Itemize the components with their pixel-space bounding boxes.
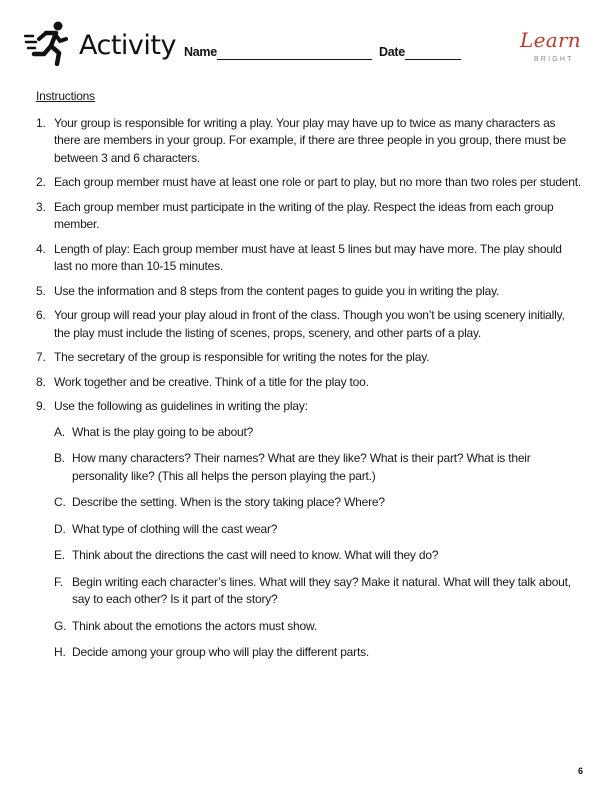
guideline-letter: E. <box>54 548 65 562</box>
list-number: 2. <box>36 175 46 189</box>
guideline-letter: C. <box>54 495 66 509</box>
list-text: Use the information and 8 steps from the content pages to guide you in writing the play. <box>54 283 500 298</box>
list-number: 4. <box>36 241 46 256</box>
list-number: 1. <box>36 115 46 130</box>
guideline-item <box>54 618 582 636</box>
date-label: Date <box>379 45 405 59</box>
guideline-item <box>54 424 582 442</box>
list-text: Work together and be creative. Think of a title for the play too. <box>54 374 369 389</box>
list-item <box>36 174 582 192</box>
running-person-icon <box>24 20 70 66</box>
guideline-item <box>54 521 582 539</box>
guideline-item <box>54 644 582 662</box>
guideline-item <box>54 574 582 609</box>
page-header <box>0 0 612 80</box>
guidelines-list <box>54 424 582 662</box>
list-text: Your group is responsible for writing a play. Your play may have up to twice as many characters as there are members in your group. For example, if there are three people in you group, there must be between 3 and 6 characters. <box>54 115 566 165</box>
name-label: Name <box>184 45 217 59</box>
list-item <box>36 307 582 342</box>
guideline-text: How many characters? Their names? What are they like? What is their part? What is their personality like? (This all helps the person playing the part.) <box>72 451 531 483</box>
list-item <box>36 398 582 662</box>
list-text: The secretary of the group is responsible for writing the notes for the play. <box>54 350 430 364</box>
learn-bright-logo <box>520 28 580 68</box>
list-number: 6. <box>36 308 46 322</box>
list-text: Length of play: Each group member must have at least 5 lines but may have more. The play should last no more than 10-15 minutes. <box>54 241 562 273</box>
logo-bright-text: BRIGHT <box>534 56 574 63</box>
guideline-letter: F. <box>54 574 63 589</box>
list-number: 7. <box>36 350 46 364</box>
guideline-text: Decide among your group who will play the different parts. <box>72 645 370 659</box>
list-item <box>36 283 582 301</box>
list-number: 9. <box>36 399 46 413</box>
guideline-text: What is the play going to be about? <box>72 424 254 439</box>
list-item <box>36 199 582 234</box>
guideline-item <box>54 494 582 512</box>
list-item <box>36 374 582 392</box>
guideline-letter: B. <box>54 451 65 465</box>
list-item <box>36 349 582 367</box>
guideline-letter: G. <box>54 618 67 633</box>
guideline-text: What type of clothing will the cast wear? <box>72 521 278 536</box>
page-title: Activity <box>79 30 176 61</box>
list-text: Use the following as guidelines in writing the play: <box>54 399 308 413</box>
guideline-letter: A. <box>54 424 65 439</box>
guideline-letter: H. <box>54 645 66 659</box>
logo-learn-text: Learn <box>520 28 581 52</box>
guideline-text: Think about the emotions the actors must show. <box>72 618 317 633</box>
page-number: 6 <box>578 766 584 776</box>
date-field[interactable] <box>405 59 461 60</box>
list-text: Each group member must have at least one role or part to play, but no more than two roles per student. <box>54 175 582 189</box>
list-text: Each group member must participate in the writing of the play. Respect the ideas from each group member. <box>54 199 554 231</box>
list-number: 3. <box>36 199 46 214</box>
instructions-section <box>36 88 582 671</box>
guideline-text: Describe the setting. When is the story taking place? Where? <box>72 495 385 509</box>
name-field[interactable] <box>217 59 372 60</box>
list-number: 5. <box>36 283 46 298</box>
list-number: 8. <box>36 374 46 389</box>
instructions-heading: Instructions <box>36 89 95 103</box>
guideline-letter: D. <box>54 521 66 536</box>
guideline-item <box>54 450 582 485</box>
list-text: Your group will read your play aloud in front of the class. Though you won’t be using scenery initially, the play must include the listing of scenes, props, scenery, and other parts of a play. <box>54 308 565 340</box>
guideline-text: Begin writing each character’s lines. What will they say? Make it natural. What will they talk about, say to each other? Is it part of the story? <box>72 574 571 606</box>
list-item <box>36 241 582 276</box>
guideline-item <box>54 547 582 565</box>
list-item <box>36 115 582 168</box>
guideline-text: Think about the directions the cast will need to know. What will they do? <box>72 548 439 562</box>
